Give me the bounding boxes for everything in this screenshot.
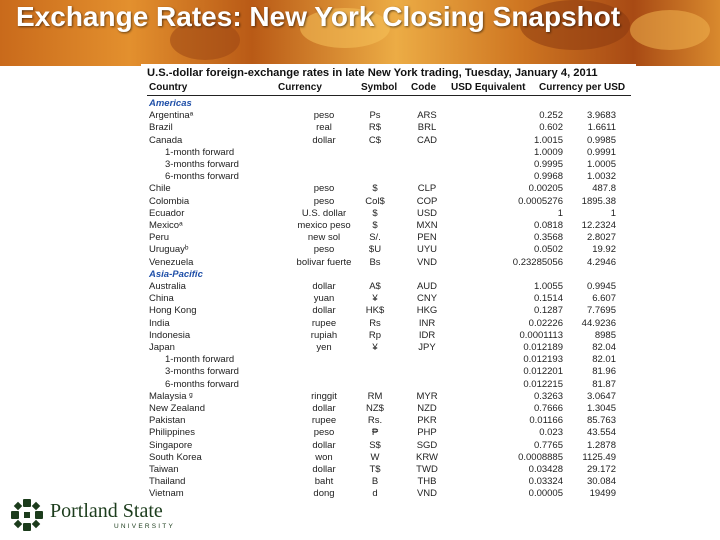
currency-per-usd-cell: 1.6611 (587, 122, 616, 134)
table-row (141, 208, 636, 220)
table-row (141, 415, 636, 427)
usd-equivalent-cell: 0.02226 (528, 317, 563, 329)
usd-equivalent-cell: 0.252 (539, 110, 563, 122)
country-cell: Australia (149, 281, 186, 292)
table-row (141, 135, 636, 147)
symbol-cell: A$ (369, 281, 381, 292)
country-cell: South Korea (149, 451, 202, 463)
currency-cell: peso (313, 183, 335, 195)
usd-equivalent-cell: 1.0055 (533, 281, 563, 292)
symbol-cell: Rs (369, 317, 381, 329)
usd-equivalent-cell: 0.1514 (533, 293, 563, 305)
country-cell: Taiwan (149, 464, 179, 475)
table-row (141, 122, 636, 134)
usd-equivalent-cell: 0.03324 (528, 476, 563, 488)
currency-per-usd-cell: 4.2946 (586, 256, 616, 268)
country-cell: 1-month forward (165, 146, 235, 158)
country-cell: Uruguayᵇ (149, 244, 189, 256)
table-row (141, 330, 636, 342)
code-cell: PHP (417, 427, 437, 439)
currency-cell: yen (316, 342, 332, 353)
currency-cell: dollar (312, 281, 336, 292)
currency-per-usd-cell: 3.0647 (586, 390, 616, 402)
country-cell: Indonesia (149, 329, 191, 341)
country-cell: Chile (149, 183, 171, 195)
code-cell: KRW (416, 451, 438, 463)
currency-per-usd-cell: 82.04 (592, 342, 616, 353)
usd-equivalent-cell: 0.3263 (533, 390, 563, 402)
table-row (141, 281, 636, 293)
code-cell: TWD (416, 464, 438, 475)
code-cell: COP (416, 195, 438, 207)
table-row (141, 354, 636, 366)
region-label: Asia-Pacific (149, 268, 203, 280)
usd-equivalent-cell: 0.01166 (529, 415, 563, 427)
currency-cell: rupee (311, 317, 337, 329)
usd-equivalent-cell: 0.602 (539, 122, 563, 134)
country-cell: Philippines (149, 427, 195, 439)
currency-per-usd-cell: 1.2878 (586, 439, 616, 451)
usd-equivalent-cell: 0.023 (539, 427, 563, 439)
table-row (141, 318, 636, 330)
currency-per-usd-cell: 3.9683 (586, 110, 616, 122)
country-cell: India (149, 317, 170, 329)
currency-per-usd-cell: 487.8 (592, 183, 616, 195)
country-cell: Malaysia ᵍ (149, 390, 193, 402)
symbol-cell: Bs (369, 256, 381, 268)
country-cell: Ecuador (149, 207, 185, 219)
usd-equivalent-cell: 1 (557, 207, 563, 219)
code-cell: CAD (416, 134, 438, 146)
code-cell: IDR (418, 329, 436, 341)
usd-equivalent-cell: 0.00005 (528, 488, 563, 500)
code-cell: PKR (417, 415, 437, 427)
code-cell: THB (417, 476, 437, 488)
table-row (141, 379, 636, 391)
code-cell: INR (418, 317, 436, 329)
currency-cell: U.S. dollar (301, 207, 347, 219)
symbol-cell: Rs. (367, 415, 383, 427)
currency-per-usd-cell: 1 (610, 207, 616, 219)
symbol-cell: ¥ (372, 342, 378, 353)
symbol-cell: d (372, 488, 378, 500)
country-cell: Vietnam (149, 488, 184, 500)
country-cell: 6-months forward (165, 378, 239, 390)
code-cell: CNY (416, 293, 438, 305)
symbol-cell: HK$ (365, 305, 385, 317)
usd-equivalent-cell: 0.1287 (533, 305, 563, 317)
symbol-cell: T$ (369, 464, 381, 475)
symbol-cell: $ (372, 207, 378, 219)
symbol-cell: ₱ (371, 427, 379, 439)
country-cell: Mexicoᵃ (149, 220, 183, 231)
currency-cell: ringgit (311, 390, 337, 402)
currency-cell: yuan (313, 293, 335, 305)
symbol-cell: Col$ (365, 195, 385, 207)
currency-cell: dollar (312, 403, 336, 414)
currency-cell: dollar (312, 305, 336, 317)
country-cell: Canada (149, 134, 183, 146)
country-cell: 3-months forward (165, 366, 239, 378)
table-row (141, 171, 636, 183)
usd-equivalent-cell: 0.7765 (533, 439, 563, 451)
currency-cell: rupiah (310, 329, 338, 341)
currency-cell: dollar (312, 439, 336, 451)
currency-cell: won (315, 451, 333, 463)
table-row (141, 196, 636, 208)
header-divider (147, 95, 631, 96)
usd-equivalent-cell: 0.00205 (528, 183, 563, 195)
code-cell: AUD (416, 281, 438, 292)
usd-equivalent-cell: 0.9968 (533, 171, 563, 183)
currency-per-usd-cell: 1.0032 (586, 171, 616, 183)
code-cell: MXN (416, 220, 438, 231)
currency-cell: dollar (312, 134, 336, 146)
country-cell: Singapore (149, 439, 193, 451)
currency-cell: mexico peso (297, 220, 351, 231)
country-cell: Peru (149, 232, 170, 244)
code-cell: HKG (416, 305, 438, 317)
code-cell: VND (416, 488, 438, 500)
rates-document (141, 64, 636, 504)
code-cell: CLP (417, 183, 437, 195)
symbol-cell: NZ$ (366, 403, 384, 414)
currency-cell: dollar (312, 464, 336, 475)
currency-per-usd-cell: 1.0005 (586, 159, 616, 170)
currency-per-usd-cell: 6.607 (592, 293, 616, 305)
currency-cell: peso (313, 110, 335, 122)
country-cell: 6-months forward (165, 171, 239, 183)
table-row (141, 488, 636, 500)
symbol-cell: S$ (369, 439, 381, 451)
usd-equivalent-cell: 0.0502 (533, 244, 563, 256)
code-cell: NZD (417, 403, 437, 414)
logo-wordmark: Portland State (50, 500, 163, 522)
currency-per-usd-cell: 19.92 (592, 244, 616, 256)
symbol-cell: Rp (368, 329, 382, 341)
usd-equivalent-cell: 0.0008885 (518, 451, 563, 463)
table-row (141, 232, 636, 244)
region-heading (141, 269, 636, 281)
currency-per-usd-cell: 81.96 (592, 366, 616, 378)
country-cell: Venezuela (149, 256, 194, 268)
table-row (141, 366, 636, 378)
currency-per-usd-cell: 2.8027 (586, 232, 616, 244)
usd-equivalent-cell: 0.012215 (523, 378, 563, 390)
country-cell: Japan (149, 342, 175, 353)
table-row (141, 293, 636, 305)
currency-per-usd-cell: 1125.49 (582, 451, 616, 463)
currency-cell: rupee (311, 415, 337, 427)
usd-equivalent-cell: 0.03428 (528, 464, 563, 475)
currency-cell: bolivar fuerte (296, 256, 352, 268)
region-heading (141, 98, 636, 110)
usd-equivalent-cell: 0.012201 (523, 366, 563, 378)
usd-equivalent-cell: 0.012193 (523, 354, 563, 366)
document-title: U.S.-dollar foreign-exchange rates in late New York trading, Tuesday, January 4, 2011 (147, 67, 598, 79)
country-cell: Hong Kong (149, 305, 197, 317)
symbol-cell: W (370, 451, 380, 463)
table-row (141, 452, 636, 464)
university-logo (10, 496, 180, 536)
column-header-symbol: Symbol (361, 82, 398, 93)
country-cell: China (149, 293, 174, 305)
table-row (141, 464, 636, 476)
symbol-cell: Ps (369, 110, 381, 122)
currency-per-usd-cell: 8985 (594, 329, 616, 341)
currency-per-usd-cell: 0.9945 (586, 281, 616, 292)
code-cell: SGD (416, 439, 438, 451)
code-cell: PEN (417, 232, 437, 244)
table-row (141, 440, 636, 452)
currency-cell: baht (314, 476, 334, 488)
column-header-currency-per-usd: Currency per USD (539, 82, 626, 93)
table-row (141, 183, 636, 195)
currency-cell: peso (313, 195, 335, 207)
symbol-cell: RM (367, 390, 383, 402)
symbol-cell: ¥ (372, 293, 378, 305)
code-cell: ARS (417, 110, 437, 122)
country-cell: Argentinaᵃ (149, 110, 194, 122)
symbol-cell: S/. (369, 232, 381, 244)
code-cell: JPY (418, 342, 436, 353)
usd-equivalent-cell: 0.3568 (533, 232, 563, 244)
currency-per-usd-cell: 29.172 (586, 464, 616, 475)
currency-per-usd-cell: 81.87 (592, 378, 616, 390)
table-row (141, 244, 636, 256)
country-cell: Brazil (149, 122, 173, 134)
currency-per-usd-cell: 85.763 (586, 415, 616, 427)
code-cell: MYR (416, 390, 438, 402)
currency-per-usd-cell: 7.7695 (586, 305, 616, 317)
banner-leaf-highlight (630, 10, 710, 50)
country-cell: 1-month forward (165, 354, 235, 366)
currency-per-usd-cell: 44.9236 (581, 317, 616, 329)
currency-per-usd-cell: 1.3045 (586, 403, 616, 414)
code-cell: UYU (416, 244, 438, 256)
country-cell: 3-months forward (165, 159, 239, 170)
slide-title: Exchange Rates: New York Closing Snapshot (16, 1, 621, 32)
usd-equivalent-cell: 0.9995 (533, 159, 563, 170)
currency-cell: dong (313, 488, 335, 500)
symbol-cell: C$ (368, 134, 382, 146)
usd-equivalent-cell: 1.0015 (533, 134, 563, 146)
usd-equivalent-cell: 0.0001113 (519, 329, 563, 341)
psu-mark-icon (10, 498, 44, 532)
country-cell: Pakistan (149, 415, 186, 427)
table-row (141, 403, 636, 415)
table-row (141, 110, 636, 122)
currency-cell: real (316, 122, 332, 134)
currency-cell: peso (313, 244, 335, 256)
logo-subtitle: UNIVERSITY (114, 523, 176, 530)
currency-per-usd-cell: 43.554 (586, 427, 616, 439)
table-row (141, 220, 636, 232)
symbol-cell: R$ (368, 122, 382, 134)
code-cell: BRL (417, 122, 437, 134)
table-row (141, 427, 636, 439)
column-header-usd-equivalent: USD Equivalent (451, 82, 526, 93)
currency-cell: new sol (307, 232, 341, 244)
code-cell: VND (416, 256, 438, 268)
column-header-currency: Currency (278, 82, 322, 93)
table-row (141, 342, 636, 354)
table-row (141, 147, 636, 159)
region-label: Americas (149, 98, 192, 109)
usd-equivalent-cell: 1.0009 (533, 146, 563, 158)
currency-per-usd-cell: 12.2324 (581, 220, 616, 231)
currency-cell: peso (313, 427, 335, 439)
code-cell: USD (416, 207, 438, 219)
symbol-cell: B (371, 476, 379, 488)
usd-equivalent-cell: 0.0818 (533, 220, 563, 231)
symbol-cell: $U (368, 244, 382, 256)
table-row (141, 257, 636, 269)
table-row (141, 305, 636, 317)
country-cell: New Zealand (149, 403, 205, 414)
usd-equivalent-cell: 0.7666 (533, 403, 563, 414)
table-row (141, 391, 636, 403)
currency-per-usd-cell: 0.9991 (586, 146, 616, 158)
country-cell: Colombia (149, 195, 190, 207)
symbol-cell: $ (372, 183, 378, 195)
column-header-code: Code (411, 82, 436, 93)
symbol-cell: $ (372, 220, 378, 231)
country-cell: Thailand (149, 476, 186, 488)
usd-equivalent-cell: 0.23285056 (512, 256, 563, 268)
table-row (141, 476, 636, 488)
currency-per-usd-cell: 1895.38 (581, 195, 616, 207)
usd-equivalent-cell: 0.012189 (523, 342, 563, 353)
currency-per-usd-cell: 0.9985 (586, 134, 616, 146)
currency-per-usd-cell: 19499 (589, 488, 616, 500)
usd-equivalent-cell: 0.0005276 (518, 195, 563, 207)
column-header-country: Country (149, 82, 188, 93)
currency-per-usd-cell: 30.084 (586, 476, 616, 488)
table-row (141, 159, 636, 171)
currency-per-usd-cell: 82.01 (592, 354, 616, 366)
